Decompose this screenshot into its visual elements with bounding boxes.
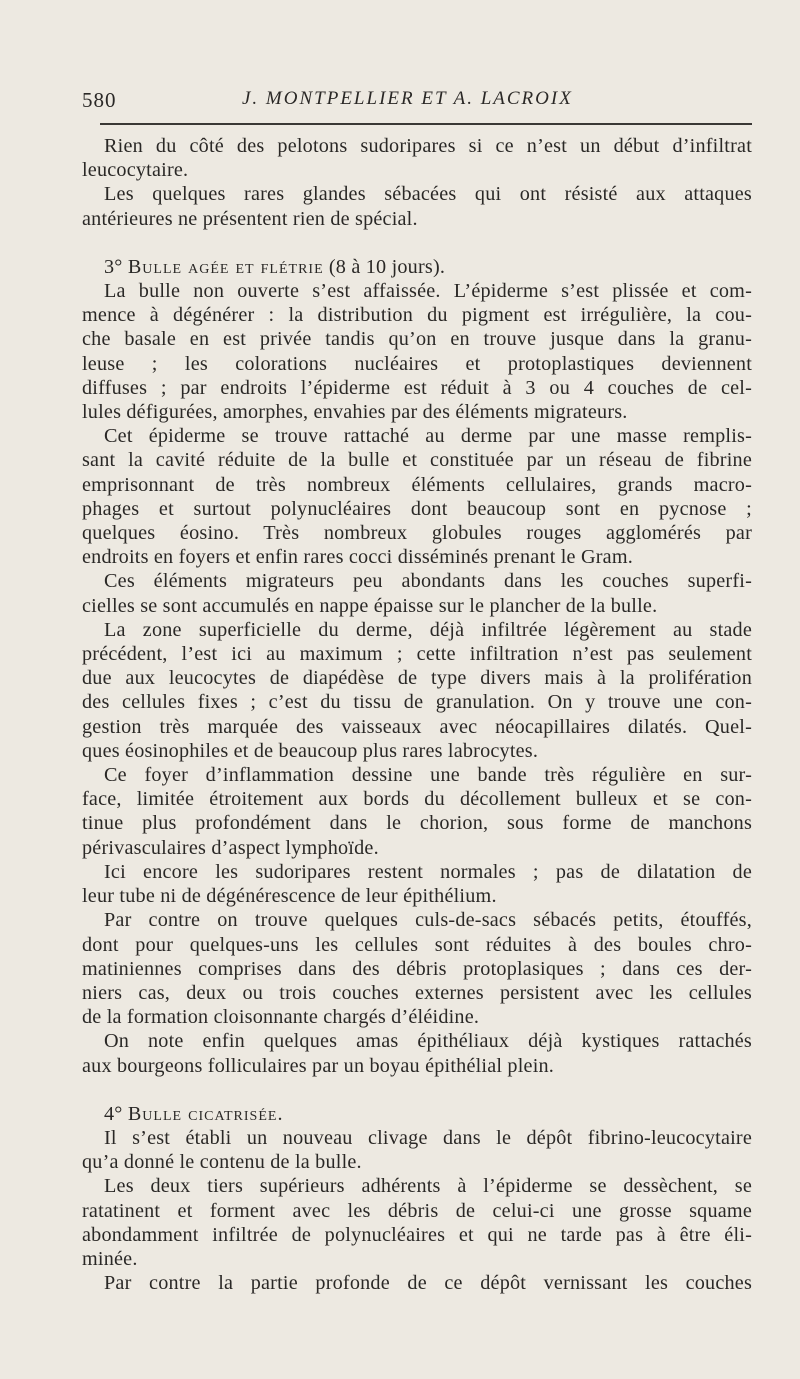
section-title: Bulle agée et flétrie: [127, 255, 324, 278]
text-line: Rien du côté des pelotons sudoripares si ce n’est un début d’infiltrat: [104, 135, 752, 157]
text-line: Il s’est établi un nouveau clivage dans le dépôt fibrino-leucocytaire: [104, 1126, 752, 1149]
paragraph: [82, 908, 752, 1029]
text-line: précédent, l’est ici au maximum ; cette infiltration n’est pas seulement: [82, 643, 752, 666]
text-line: endroits en foyers et enfin rares cocci disséminés prenant le Gram.: [82, 546, 633, 569]
body-text: [82, 134, 752, 1295]
text-line: emprisonnant de très nombreux éléments cellulaires, grands macro-: [82, 473, 752, 496]
text-line: quelques éosino. Très nombreux globules rouges agglomérés par: [82, 522, 752, 545]
paragraph: [82, 1271, 752, 1295]
header-rule: [100, 123, 752, 125]
paragraph: [82, 569, 752, 617]
text-line: diffuses ; par endroits l’épiderme est réduit à 3 ou 4 couches de cel-: [82, 376, 752, 399]
text-line: niers cas, deux ou trois couches externes persistent avec les cellules: [82, 981, 752, 1004]
text-line: La zone superficielle du derme, déjà infiltrée légèrement au stade: [104, 618, 752, 641]
paragraph: [82, 424, 752, 569]
text-line: leucocytaire.: [82, 159, 189, 182]
text-line: minée.: [82, 1247, 138, 1270]
section-number: 4°: [104, 1102, 128, 1125]
paragraph: [82, 182, 752, 230]
text-line: Les deux tiers supérieurs adhérents à l’épiderme se dessèchent, se: [104, 1175, 752, 1198]
paragraph: [82, 1029, 752, 1077]
section-heading: [82, 1102, 752, 1126]
text-line: mence à dégénérer : la distribution du pigment est irrégulière, la cou-: [82, 304, 752, 327]
paragraph: [82, 763, 752, 860]
text-line: Ce foyer d’inflammation dessine une bande très régulière en sur-: [104, 764, 752, 787]
text-line: abondamment infiltrée de polynucléaires et qui ne tarde pas à être éli-: [82, 1223, 752, 1246]
text-line: ratatinent et forment avec les débris de celui-ci une grosse squame: [82, 1199, 752, 1222]
text-line: périvasculaires d’aspect lymphoïde.: [82, 836, 379, 859]
text-line: che basale en est privée tandis qu’on en trouve jusque dans la granu-: [82, 328, 752, 351]
text-line: des cellules fixes ; c’est du tissu de granulation. On y trouve une con-: [82, 691, 752, 714]
section-subtitle: (8 à 10 jours).: [323, 255, 446, 278]
paragraph: [82, 279, 752, 424]
paragraph: [82, 134, 752, 182]
text-line: cielles se sont accumulés en nappe épaisse sur le plancher de la bulle.: [82, 594, 658, 617]
text-line: phages et surtout polynucléaires dont beaucoup sont en pycnose ;: [82, 497, 752, 520]
text-line: qu’a donné le contenu de la bulle.: [82, 1151, 362, 1174]
text-line: face, limitée étroitement aux bords du décollement bulleux et se con-: [82, 788, 752, 811]
section-heading: [82, 255, 752, 279]
page-header: [82, 84, 752, 120]
text-line: tinue plus profondément dans le chorion, sous forme de manchons: [82, 812, 752, 835]
text-line: On note enfin quelques amas épithéliaux déjà kystiques rattachés: [104, 1030, 752, 1053]
text-line: lules défigurées, amorphes, envahies par des éléments migrateurs.: [82, 401, 628, 424]
paragraph: [82, 1126, 752, 1174]
text-line: Ces éléments migrateurs peu abondants dans les couches superfi-: [104, 570, 752, 593]
paragraph: [82, 1174, 752, 1271]
text-line: leur tube ni de dégénérescence de leur épithélium.: [82, 885, 497, 908]
text-line: sant la cavité réduite de la bulle et constituée par un réseau de fibrine: [82, 449, 752, 472]
paragraph: [82, 860, 752, 908]
text-line: ques éosinophiles et de beaucoup plus rares labrocytes.: [82, 739, 539, 762]
text-line: gestion très marquée des vaisseaux avec néocapillaires dilatés. Quel-: [82, 715, 752, 738]
page-number: 580: [82, 88, 117, 112]
text-line: due aux leucocytes de diapédèse de type divers mais à la prolifération: [82, 667, 752, 690]
text-line: Les quelques rares glandes sébacées qui ont résisté aux attaques: [104, 183, 752, 206]
text-line: Par contre la partie profonde de ce dépôt vernissant les couches: [104, 1272, 752, 1295]
text-line: aux bourgeons folliculaires par un boyau épithélial plein.: [82, 1054, 555, 1077]
text-line: Ici encore les sudoripares restent normales ; pas de dilatation de: [104, 860, 752, 883]
text-line: dont pour quelques-uns les cellules sont réduites à des boules chro-: [82, 933, 752, 956]
text-line: Par contre on trouve quelques culs-de-sacs sébacés petits, étouffés,: [104, 909, 752, 932]
text-line: La bulle non ouverte s’est affaissée. L’épiderme s’est plissée et com-: [104, 280, 752, 303]
text-line: matiniennes comprises dans des débris protoplasiques ; dans ces der-: [82, 957, 752, 980]
text-line: leuse ; les colorations nucléaires et protoplastiques deviennent: [82, 352, 752, 375]
text-line: Cet épiderme se trouve rattaché au derme par une masse remplis-: [104, 425, 752, 448]
paragraph: [82, 618, 752, 763]
text-line: de la formation cloisonnante chargés d’éléidine.: [82, 1006, 480, 1029]
running-head: J. MONTPELLIER ET A. LACROIX: [242, 88, 573, 109]
section-number: 3°: [104, 255, 128, 278]
section-title: Bulle cicatrisée.: [127, 1102, 284, 1125]
text-line: antérieures ne présentent rien de spécial.: [82, 207, 418, 230]
